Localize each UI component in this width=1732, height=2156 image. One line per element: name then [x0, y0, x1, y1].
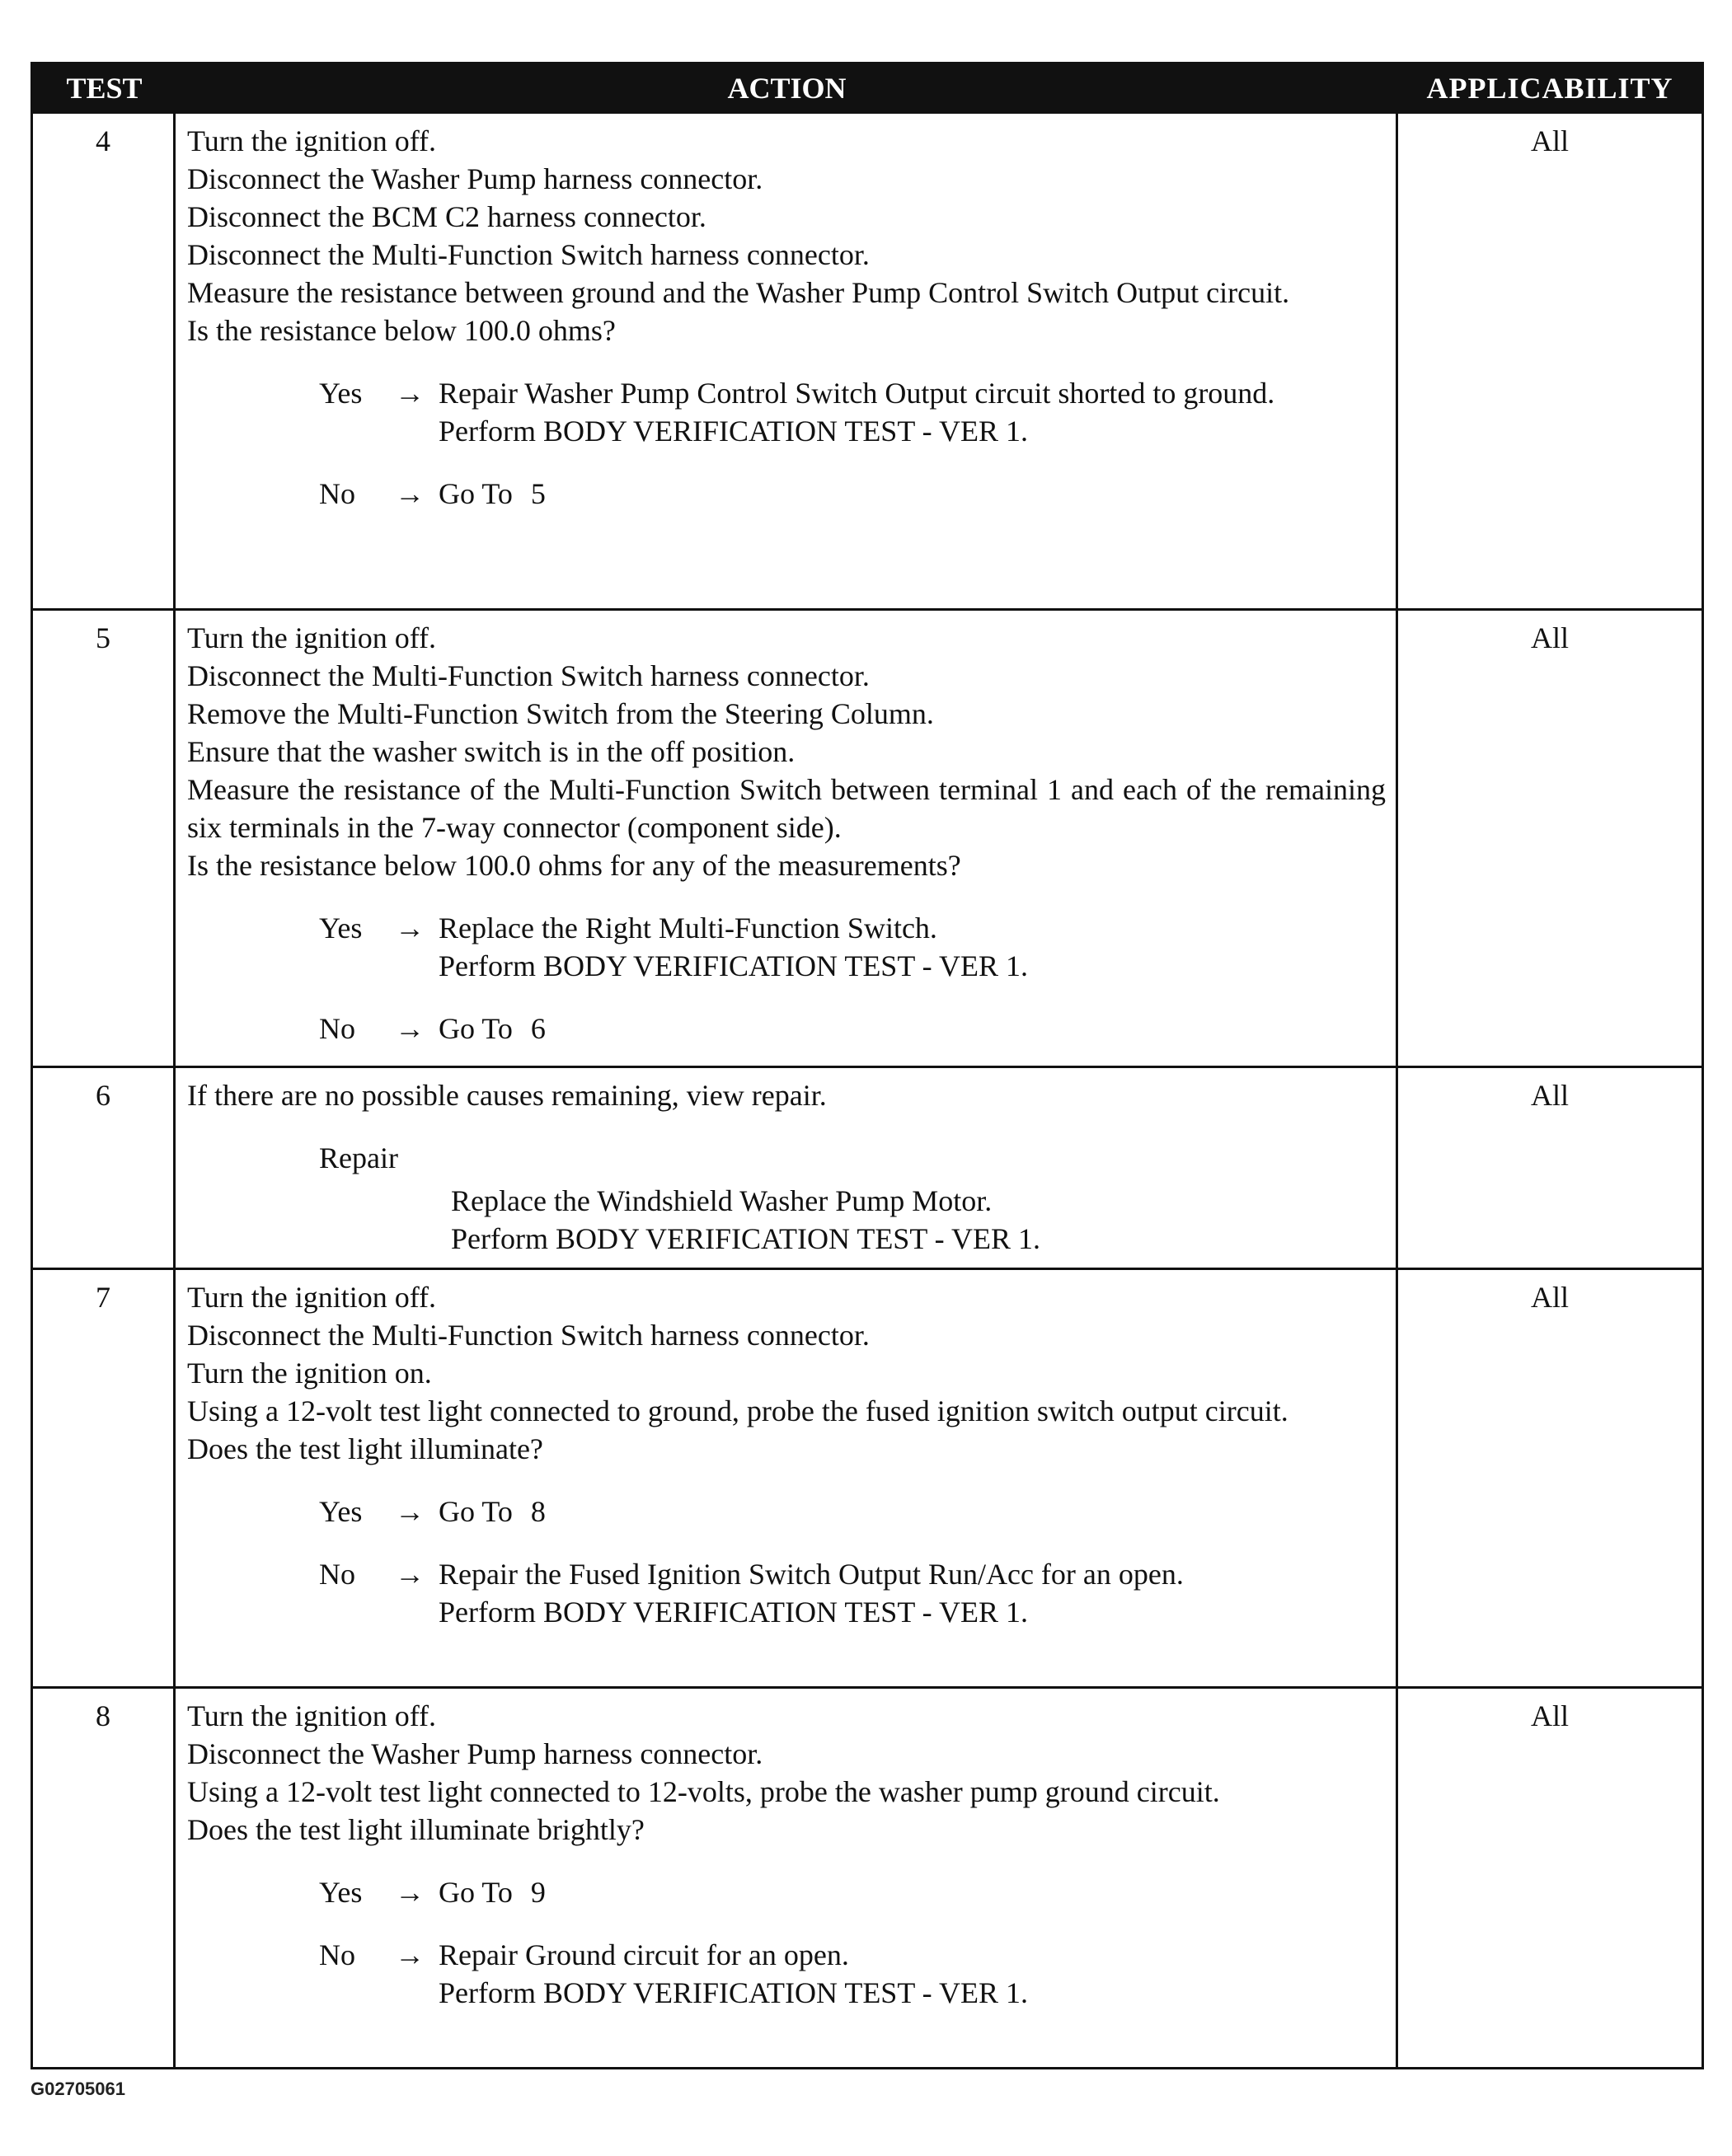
yes-label: Yes	[319, 1876, 363, 1909]
yes-action-verify: Perform BODY VERIFICATION TEST - VER 1.	[439, 415, 1029, 448]
no-action: Repair Ground circuit for an open.	[439, 1938, 849, 1971]
applicability-value: All	[1530, 1699, 1569, 1732]
test-number: 5	[33, 611, 176, 1066]
no-answer	[187, 1010, 1386, 1048]
action-step: Ensure that the washer switch is in the off position.	[187, 735, 796, 768]
yes-answer	[187, 374, 1386, 450]
yes-label: Yes	[319, 1495, 363, 1528]
no-label: No	[319, 1012, 355, 1045]
action-step: Measure the resistance of the Multi-Function Switch between terminal 1 and each of the remaining six terminals in the 7-way connector (component side).	[187, 773, 1386, 844]
no-action-verify: Perform BODY VERIFICATION TEST - VER 1.	[439, 1596, 1029, 1629]
yes-answer	[187, 1493, 1386, 1530]
arrow-icon: →	[395, 912, 425, 944]
no-answer	[187, 475, 1386, 513]
action-cell	[176, 1068, 1398, 1268]
table-row	[33, 1268, 1701, 1686]
goto-number: 6	[530, 1012, 546, 1045]
table-row	[33, 111, 1701, 608]
applicability-value: All	[1530, 1281, 1569, 1314]
applicability-value: All	[1530, 621, 1569, 654]
yes-label: Yes	[319, 912, 363, 944]
goto-text: Go To	[439, 1495, 513, 1528]
no-action: Repair the Fused Ignition Switch Output Run/Acc for an open.	[439, 1558, 1184, 1591]
goto-text: Go To	[439, 1012, 513, 1045]
action-step: Disconnect the Multi-Function Switch harness connector.	[187, 1319, 870, 1352]
no-label: No	[319, 477, 355, 510]
action-step: Disconnect the Washer Pump harness connector.	[187, 162, 763, 195]
test-number: 4	[33, 114, 176, 608]
action-cell	[176, 114, 1398, 608]
table-row	[33, 1066, 1701, 1268]
action-cell	[176, 1689, 1398, 2067]
yes-answer	[187, 1873, 1386, 1911]
arrow-icon: →	[395, 377, 425, 410]
action-step: Turn the ignition off.	[187, 621, 437, 654]
yes-answer	[187, 909, 1386, 985]
action-step: Turn the ignition on.	[187, 1357, 432, 1390]
action-question: Does the test light illuminate?	[187, 1432, 543, 1465]
no-answer	[187, 1936, 1386, 2012]
no-action-verify: Perform BODY VERIFICATION TEST - VER 1.	[439, 1976, 1029, 2009]
action-step: Turn the ignition off.	[187, 1281, 437, 1314]
action-step: Disconnect the BCM C2 harness connector.	[187, 200, 706, 233]
arrow-icon: →	[395, 1495, 425, 1528]
test-number: 7	[33, 1270, 176, 1686]
diagnostic-test-table	[31, 62, 1704, 2069]
yes-action: Replace the Right Multi-Function Switch.	[439, 912, 937, 944]
action-cell	[176, 1270, 1398, 1686]
action-step: Turn the ignition off.	[187, 1699, 437, 1732]
header-action: ACTION	[727, 71, 847, 105]
yes-action-verify: Perform BODY VERIFICATION TEST - VER 1.	[439, 949, 1029, 982]
header-test: TEST	[66, 71, 143, 105]
repair-label: Repair	[319, 1141, 398, 1174]
repair-block	[187, 1139, 1386, 1258]
action-step: Remove the Multi-Function Switch from the Steering Column.	[187, 697, 934, 730]
goto-number: 5	[530, 477, 546, 510]
action-step: Turn the ignition off.	[187, 124, 437, 157]
table-row	[33, 608, 1701, 1066]
action-step: Using a 12-volt test light connected to 12-volts, probe the washer pump ground circuit.	[187, 1775, 1220, 1808]
action-step: Disconnect the Multi-Function Switch harness connector.	[187, 659, 870, 692]
action-step: Disconnect the Multi-Function Switch harness connector.	[187, 238, 870, 271]
arrow-icon: →	[395, 1012, 425, 1045]
table-header	[33, 64, 1701, 111]
yes-action: Repair Washer Pump Control Switch Output circuit shorted to ground.	[439, 377, 1275, 410]
action-question: Is the resistance below 100.0 ohms for any of the measurements?	[187, 849, 961, 882]
applicability-value: All	[1530, 1079, 1569, 1112]
action-question: Is the resistance below 100.0 ohms?	[187, 314, 616, 347]
action-step: Measure the resistance between ground and the Washer Pump Control Switch Output circuit.	[187, 276, 1290, 309]
no-answer	[187, 1555, 1386, 1631]
action-cell	[176, 611, 1398, 1066]
arrow-icon: →	[395, 477, 425, 510]
no-label: No	[319, 1938, 355, 1971]
repair-action: Replace the Windshield Washer Pump Motor.	[451, 1184, 993, 1217]
applicability-value: All	[1530, 124, 1569, 157]
arrow-icon: →	[395, 1876, 425, 1909]
yes-label: Yes	[319, 377, 363, 410]
action-step: If there are no possible causes remaining, view repair.	[187, 1079, 827, 1112]
no-label: No	[319, 1558, 355, 1591]
action-question: Does the test light illuminate brightly?	[187, 1813, 645, 1846]
figure-id: G02705061	[31, 2079, 125, 2099]
goto-text: Go To	[439, 477, 513, 510]
goto-number: 8	[530, 1495, 546, 1528]
arrow-icon: →	[395, 1938, 425, 1971]
action-step: Using a 12-volt test light connected to ground, probe the fused ignition switch output circuit.	[187, 1394, 1288, 1427]
test-number: 8	[33, 1689, 176, 2067]
goto-number: 9	[530, 1876, 546, 1909]
header-applicability: APPLICABILITY	[1426, 71, 1673, 105]
arrow-icon: →	[395, 1558, 425, 1591]
test-number: 6	[33, 1068, 176, 1268]
action-step: Disconnect the Washer Pump harness connector.	[187, 1737, 763, 1770]
repair-action-verify: Perform BODY VERIFICATION TEST - VER 1.	[451, 1222, 1041, 1255]
goto-text: Go To	[439, 1876, 513, 1909]
table-row	[33, 1686, 1701, 2067]
